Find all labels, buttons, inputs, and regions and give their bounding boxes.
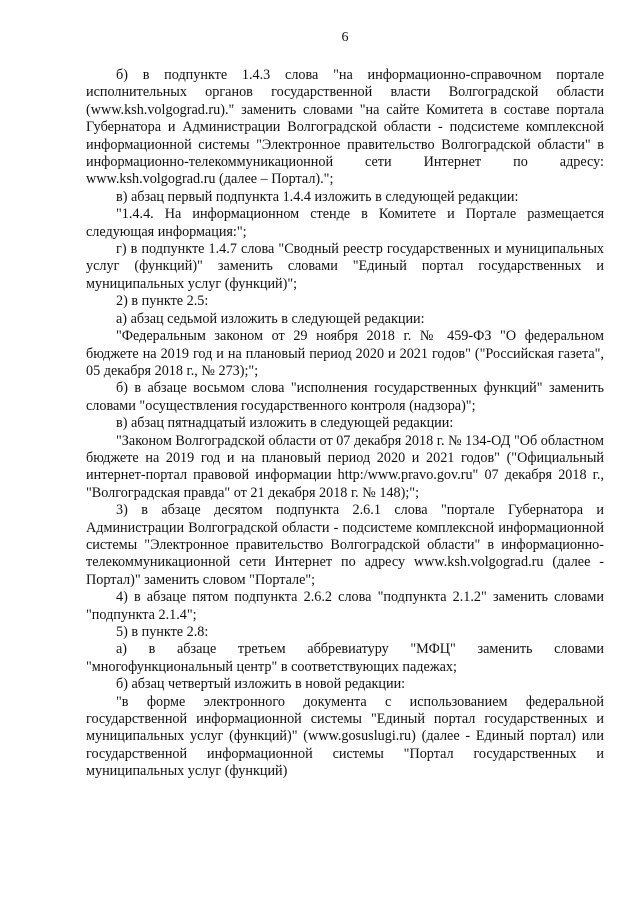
paragraph-3: "1.4.4. На информационном стенде в Комитете и Портале размещается следующая информация:";: [86, 206, 604, 240]
paragraph-4: г) в подпункте 1.4.7 слова "Сводный реестр государственных и муниципальных услуг (функций)" заменить словами "Единый портал государственных и муниципальных услуг (функций)";: [86, 241, 604, 292]
paragraph-12: 4) в абзаце пятом подпункта 2.6.2 слова "подпункта 2.1.2" заменить словами "подпункта 2.1.4";: [86, 589, 604, 623]
paragraph-14: а) в абзаце третьем аббревиатуру "МФЦ" заменить словами "многофункциональный центр" в соответствующих падежах;: [86, 641, 604, 675]
paragraph-2: в) абзац первый подпункта 1.4.4 изложить в следующей редакции:: [116, 188, 519, 205]
document-body: [86, 67, 604, 781]
paragraph-7: "Федеральным законом от 29 ноября 2018 г. № 459-ФЗ "О федеральном бюджете на 2019 год и на плановый период 2020 и 2021 годов" ("Российская газета", 05 декабря 2018 г., № 273);";: [86, 328, 604, 379]
paragraph-1: б) в подпункте 1.4.3 слова "на информационно-справочном портале исполнительных органов государственной власти Волгоградской области (www.ksh.volgograd.ru)." заменить словами "на сайте Комитета в составе портала Губернатора и Администрации Волгоградской области - подсистеме комплексной информационной системы "Электронное правительство Волгоградской области" в информационно-телекоммуникационной сети Интернет по адресу: www.ksh.volgograd.ru (далее – Портал).";: [86, 67, 604, 188]
paragraph-10: "Законом Волгоградской области от 07 декабря 2018 г. № 134-ОД "Об областном бюджете на 2019 год и на плановый период 2020 и 2021 годов" ("Официальный интернет-портал правовой информации http:/www.pravo.gov.ru" 07 декабря 2018 г., "Волгоградская правда" от 21 декабря 2018 г. № 148);";: [86, 432, 604, 501]
paragraph-15: б) абзац четвертый изложить в новой редакции:: [116, 676, 406, 693]
paragraph-16: "в форме электронного документа с использованием федеральной государственной информационной системы "Единый портал государственных и муниципальных услуг (функций)" (www.gosuslugi.ru) (далее - Единый портал) или государственной информационной системы "Портал государственных и муниципальных услуг (функций): [86, 693, 604, 780]
paragraph-9: в) абзац пятнадцатый изложить в следующей редакции:: [116, 415, 454, 432]
paragraph-6: а) абзац седьмой изложить в следующей редакции:: [116, 310, 425, 327]
paragraph-13: 5) в пункте 2.8:: [116, 624, 209, 640]
paragraph-11: 3) в абзаце десятом подпункта 2.6.1 слова "портале Губернатора и Администрации Волгоградской области - подсистеме комплексной информационной системы "Электронное правительство Волгоградской области" в информационно-телекоммуникационной сети Интернет по адресу www.ksh.volgograd.ru (далее - Портал)" заменить словом "Портале";: [86, 502, 604, 588]
paragraph-5: 2) в пункте 2.5:: [116, 293, 209, 310]
paragraph-8: б) в абзаце восьмом слова "исполнения государственных функций" заменить словами "осуществления государственного контроля (надзора)";: [86, 380, 604, 414]
page-number: 6: [341, 30, 349, 45]
